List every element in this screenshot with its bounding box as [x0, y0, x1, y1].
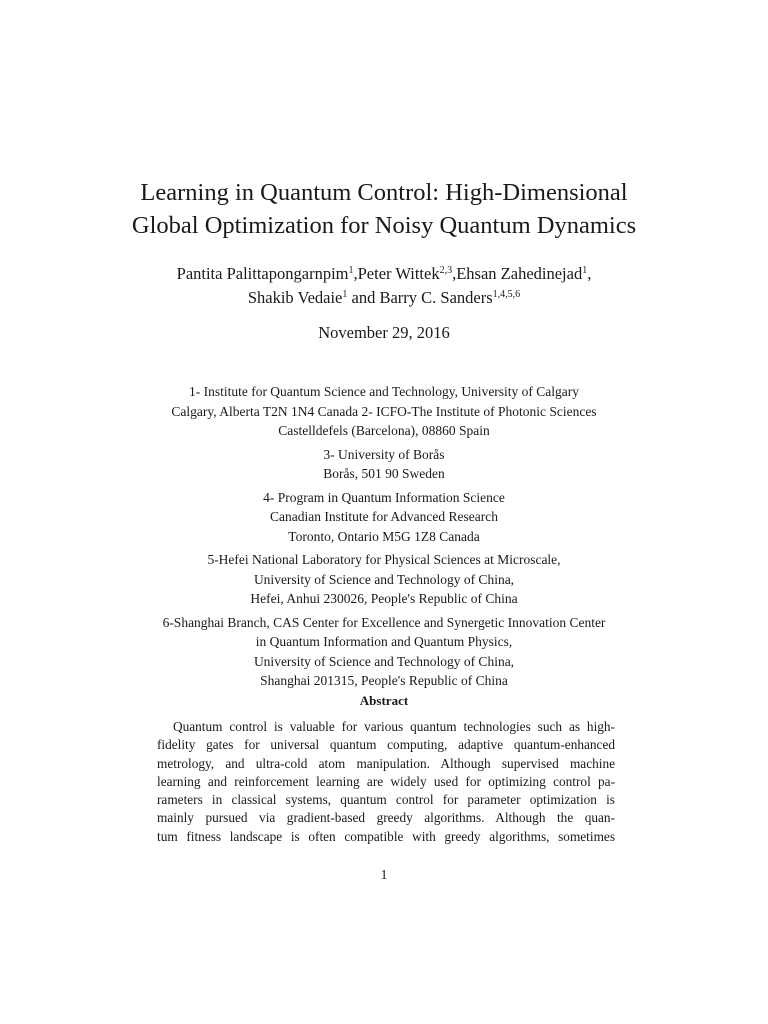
page-number: 1	[380, 867, 388, 882]
abstract-line: learning and reinforcement learning are widely used for optimizing control pa-	[157, 773, 615, 789]
author-affiliation-marks: 2,3	[439, 265, 453, 276]
affiliation-line: 3- University of Borås	[323, 446, 445, 462]
affiliation-line: in Quantum Information and Quantum Physics,	[255, 634, 513, 649]
affiliation-line: University of Science and Technology of China,	[253, 653, 515, 669]
author-affiliation-marks: 1	[342, 289, 348, 300]
title-line: Learning in Quantum Control: High-Dimensional	[140, 179, 628, 206]
affiliation-line: Calgary, Alberta T2N 1N4 Canada 2- ICFO-The Institute of Photonic Sciences	[171, 403, 597, 419]
affiliation-line: University of Science and Technology of China,	[253, 571, 515, 587]
abstract-line: metrology, and ultra-cold atom manipulation. Although supervised machine	[157, 755, 615, 771]
author-list	[0, 262, 768, 310]
author-affiliation-marks: 1	[348, 265, 354, 276]
author-line	[0, 262, 768, 286]
abstract-line: mainly pursued via gradient-based greedy algorithms. Although the quan-	[157, 810, 615, 826]
affiliation-line: Canadian Institute for Advanced Research	[270, 509, 498, 524]
abstract-line: rameters in classical systems, quantum control for parameter optimization is	[157, 792, 615, 808]
affiliation-block	[0, 550, 768, 609]
title-line: Global Optimization for Noisy Quantum Dynamics	[131, 212, 637, 239]
author-name: Pantita Palittapongarnpim	[176, 264, 349, 283]
abstract-heading: Abstract	[359, 693, 409, 708]
author-name: Barry C. Sanders	[379, 288, 493, 307]
affiliation-block	[0, 613, 768, 691]
author-name: Shakib Vedaie	[247, 288, 343, 307]
abstract-line: fidelity gates for universal quantum computing, adaptive quantum-enhanced	[157, 737, 615, 753]
author-separator: ,	[452, 264, 457, 283]
author-line	[0, 286, 768, 310]
abstract-line: Quantum control is valuable for various quantum technologies such as high-	[173, 719, 615, 734]
author-separator: ,	[587, 264, 592, 283]
paper-title	[0, 176, 768, 242]
author-affiliation-marks: 1	[582, 265, 588, 276]
author-name: Peter Wittek	[357, 264, 440, 283]
author-separator: and	[347, 288, 380, 307]
affiliation-block	[0, 445, 768, 484]
affiliation-line: Toronto, Ontario M5G 1Z8 Canada	[288, 528, 480, 544]
affiliation-line: 1- Institute for Quantum Science and Technology, University of Calgary	[188, 384, 580, 399]
affiliation-line: Castelldefels (Barcelona), 08860 Spain	[278, 423, 490, 438]
affiliation-line: 6-Shanghai Branch, CAS Center for Excellence and Synergetic Innovation Center	[162, 614, 606, 630]
affiliation-line: 5-Hefei National Laboratory for Physical Sciences at Microscale,	[207, 552, 561, 567]
affiliation-line: Shanghai 201315, People's Republic of China	[260, 673, 508, 688]
paper-date: November 29, 2016	[318, 323, 450, 342]
affiliation-block	[0, 488, 768, 547]
author-separator: ,	[353, 264, 358, 283]
author-name: Ehsan Zahedinejad	[456, 264, 583, 283]
affiliation-line: Borås, 501 90 Sweden	[323, 466, 445, 481]
affiliation-block	[0, 382, 768, 441]
abstract-body	[157, 718, 615, 846]
author-affiliation-marks: 1,4,5,6	[492, 289, 521, 300]
abstract-line: tum fitness landscape is often compatible with greedy algorithms, sometimes	[157, 828, 615, 844]
affiliation-list	[0, 382, 768, 695]
affiliation-line: 4- Program in Quantum Information Science	[263, 489, 505, 505]
affiliation-line: Hefei, Anhui 230026, People's Republic of China	[250, 591, 518, 606]
